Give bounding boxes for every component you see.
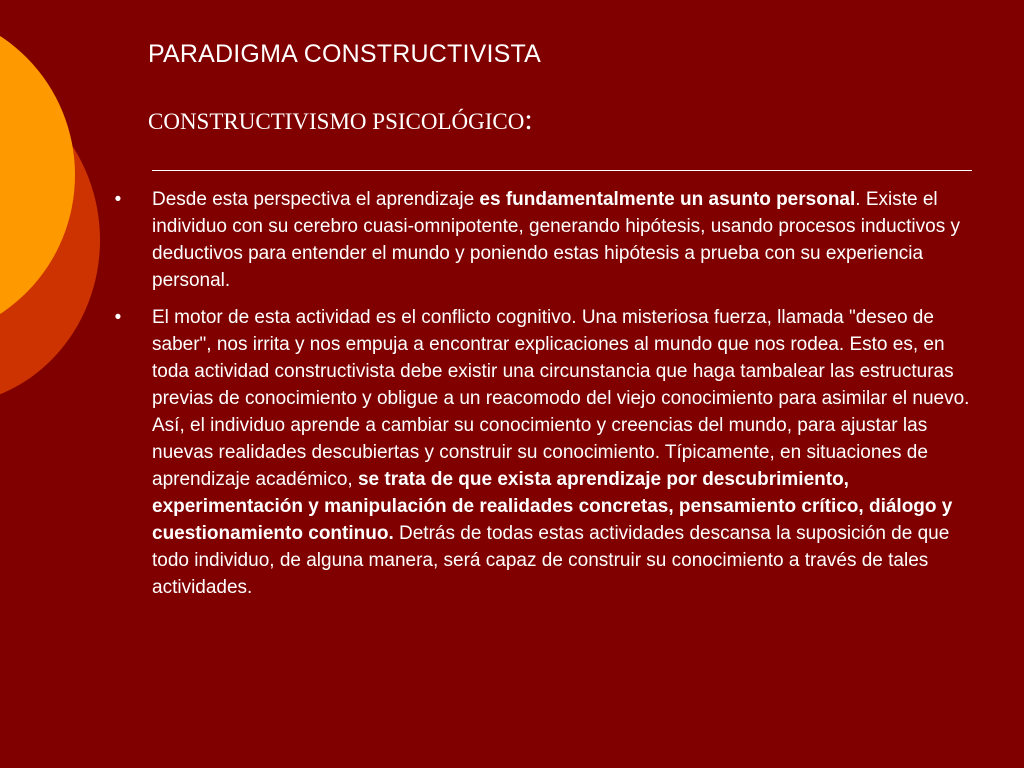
bullet-text-segment: El motor de esta actividad es el conflicto cognitivo. Una misteriosa fuerza, llamada "deseo de saber", nos irrita y nos empuja a encontrar explicaciones al mundo que nos rodea. Esto es, en toda actividad constructivista debe existir una circunstancia que haga tambalear las estructuras previas de conocimiento y obligue a un reacomodo del viejo conocimiento para asimilar el nuevo. Así, el individuo aprende a cambiar su conocimiento y creencias del mundo, para ajustar las nuevas realidades descubiertas y construir su conocimiento. Típicamente, en situaciones de aprendizaje académico, (152, 307, 970, 490)
bullet-item (112, 186, 972, 294)
title-divider (152, 170, 972, 171)
bullet-marker: • (114, 189, 122, 210)
slide-subtitle-colon: : (524, 103, 533, 136)
slide-subtitle-text: CONSTRUCTIVISMO PSICOLÓGICO (148, 109, 525, 134)
bullet-item (112, 304, 972, 601)
bullet-text-emphasis: se trata de que exista aprendizaje por descubrimiento, experimentación y manipulación de realidades concretas, pensamiento crítico, diálogo y cuestionamiento continuo. (152, 469, 953, 544)
bullet-text-segment: Detrás de todas estas actividades descansa la suposición de que todo individuo, de alguna manera, será capaz de construir su conocimiento a través de tales actividades. (152, 523, 950, 598)
bullet-list (112, 186, 972, 611)
slide-title: PARADIGMA CONSTRUCTIVISTA (148, 40, 542, 68)
bullet-marker: • (114, 307, 122, 328)
bullet-text (152, 307, 969, 598)
bullet-text-segment: Desde esta perspectiva el aprendizaje (152, 189, 480, 210)
bullet-text-emphasis: es fundamentalmente un asunto personal (479, 189, 856, 210)
slide-subtitle (148, 103, 533, 137)
bullet-text-segment: . Existe el individuo con su cerebro cuasi-omnipotente, generando hipótesis, usando procesos inductivos y deductivos para entender el mundo y poniendo estas hipótesis a prueba con su experiencia personal. (152, 189, 960, 291)
bullet-text (152, 189, 960, 291)
